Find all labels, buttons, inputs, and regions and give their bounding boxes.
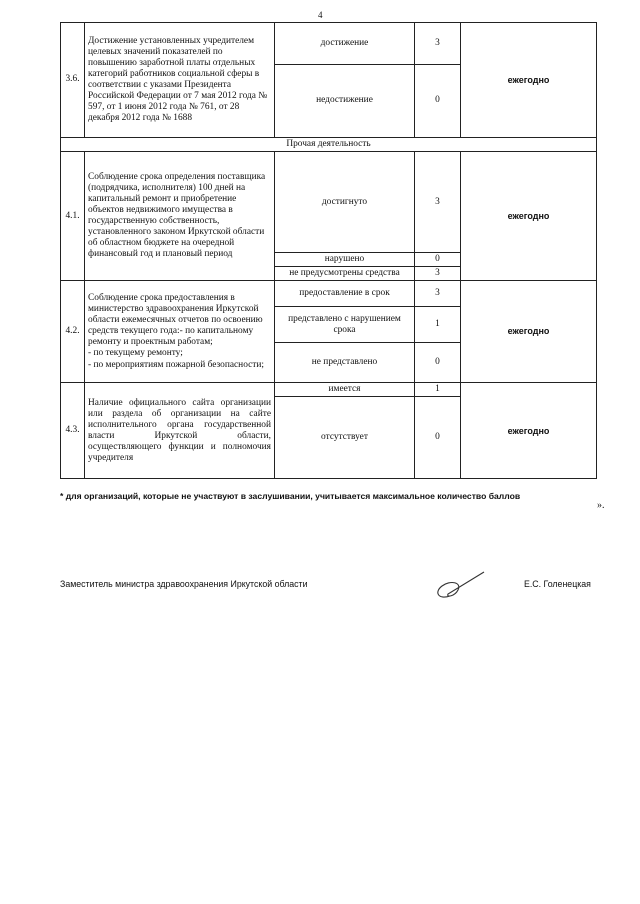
- table-row: [61, 23, 597, 65]
- score-value: 0: [415, 253, 461, 267]
- score-value: 0: [415, 397, 461, 479]
- score-value: 3: [415, 281, 461, 307]
- criterion-description: Соблюдение срока определения поставщика (подрядчика, исполнителя) 100 дней на капитальный ремонт и приобретение объектов недвижимого имущества в государственную собственность, установленного законом Иркутской области об областном бюджете на очередной финансовый год и плановый период: [85, 152, 275, 281]
- score-value: 3: [415, 23, 461, 65]
- criterion-description: Соблюдение срока предоставления в министерство здравоохранения Иркутской области ежемесячных отчетов по освоению средств текущего года:- по капитальному ремонту и проектным работам; - по текущему ремонту; - по мероприятиям пожарной безопасности;: [85, 281, 275, 383]
- criterion-value: имеется: [275, 383, 415, 397]
- page-number: 4: [318, 10, 323, 20]
- signer-name: Е.С. Голенецкая: [524, 579, 591, 589]
- section-header-row: [61, 138, 597, 152]
- criterion-value: отсутствует: [275, 397, 415, 479]
- score-value: 0: [415, 65, 461, 138]
- criterion-value: нарушено: [275, 253, 415, 267]
- signer-title: Заместитель министра здравоохранения Иркутской области: [60, 579, 308, 589]
- row-number: 4.2.: [61, 281, 85, 383]
- period-value: ежегодно: [461, 281, 597, 383]
- score-value: 3: [415, 267, 461, 281]
- closing-quote: ».: [597, 500, 605, 511]
- score-value: 3: [415, 152, 461, 253]
- period-value: ежегодно: [461, 152, 597, 281]
- criterion-value: достижение: [275, 23, 415, 65]
- criterion-description: Наличие официального сайта организации или раздела об организации на сайте исполнительного органа государственной власти Иркутской области, осуществляющего функции и полномочия учредителя: [85, 383, 275, 479]
- criterion-description: Достижение установленных учредителем целевых значений показателей по повышению заработной платы отдельных категорий работников социальной сферы в соответствии с указами Президента Российской Федерации от 7 мая 2012 года № 597, от 1 июня 2012 года № 761, от 28 декабря 2012 года № 1688: [85, 23, 275, 138]
- criteria-table: [60, 22, 597, 479]
- row-number: 3.6.: [61, 23, 85, 138]
- score-value: 1: [415, 383, 461, 397]
- criterion-value: достигнуто: [275, 152, 415, 253]
- criterion-value: недостижение: [275, 65, 415, 138]
- table-row: [61, 383, 597, 397]
- handwritten-signature: [428, 566, 498, 611]
- table-row: [61, 281, 597, 307]
- row-number: 4.3.: [61, 383, 85, 479]
- row-number: 4.1.: [61, 152, 85, 281]
- criterion-value: представлено с нарушением срока: [275, 307, 415, 343]
- period-value: ежегодно: [461, 23, 597, 138]
- criterion-value: не представлено: [275, 343, 415, 383]
- footnote: * для организаций, которые не участвуют в заслушивании, учитывается максимальное количество баллов: [60, 491, 521, 501]
- criterion-value: не предусмотрены средства: [275, 267, 415, 281]
- criterion-value: предоставление в срок: [275, 281, 415, 307]
- period-value: ежегодно: [461, 383, 597, 479]
- score-value: 0: [415, 343, 461, 383]
- table-row: [61, 152, 597, 253]
- score-value: 1: [415, 307, 461, 343]
- section-title: Прочая деятельность: [61, 138, 597, 152]
